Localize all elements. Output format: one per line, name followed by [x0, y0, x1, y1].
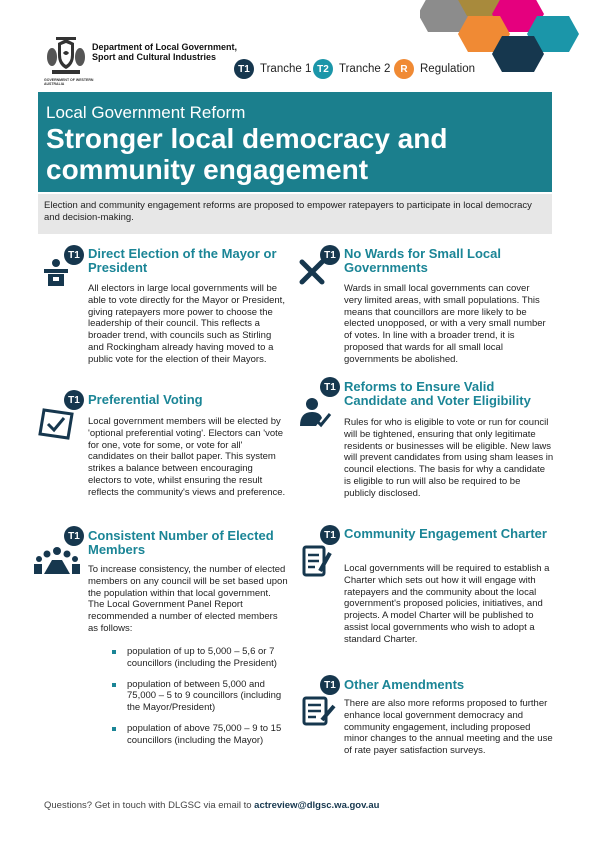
other-amendments-body: There are also more reforms proposed to further enhance local government democracy and community engagement, including proposed minor changes to the annual meeting and the use of rate payer satisfaction surveys.: [344, 698, 553, 757]
preferential-voting-heading: Preferential Voting: [88, 392, 203, 407]
valid-candidate-heading: Reforms to Ensure Valid Candidate and Voter Eligibility: [344, 379, 531, 408]
regulation-label: Regulation: [420, 63, 475, 75]
section-badge: T1: [320, 377, 340, 397]
section-badge: T1: [320, 525, 340, 545]
ballot-check-icon: [38, 406, 76, 442]
crest-caption: GOVERNMENT OF WESTERN AUSTRALIA: [44, 78, 94, 86]
elected-members-body: To increase consistency, the number of elected members on any council will be set based upon the population within that local government. The Local Government Panel Report recommended a number of elected members as follows:: [88, 564, 288, 634]
engagement-charter-heading: Community Engagement Charter: [344, 526, 547, 541]
wa-government-crest-icon: [44, 35, 88, 79]
tranche-2-label: Tranche 2: [339, 63, 391, 75]
person-check-icon: [298, 396, 332, 430]
section-badge: T1: [64, 526, 84, 546]
intro-text: Election and community engagement reforms are proposed to empower ratepayers to participate in local democracy and decision-making.: [38, 194, 552, 234]
council-group-icon: [34, 546, 80, 576]
tranche-1-label: Tranche 1: [260, 63, 312, 75]
legend-tranche-1: [234, 58, 311, 80]
section-badge: T1: [320, 245, 340, 265]
section-badge: T1: [64, 390, 84, 410]
list-item: population of above 75,000 – 9 to 15 councillors (including the Mayor): [100, 723, 288, 747]
no-wards-heading: No Wards for Small Local Governments: [344, 246, 501, 275]
tranche-2-badge: T2: [313, 59, 333, 79]
regulation-badge: R: [394, 59, 414, 79]
preferential-voting-body: Local government members will be elected by 'optional preferential voting'. Electors can 'vote for one, vote for some, or vote for all' candidates on their ballot paper. This system strikes a balance between encouraging electors to vote, whilst ensuring the result reflects the community's views and preference.: [88, 416, 286, 498]
page-title: Stronger local democracy and community engagement: [46, 123, 448, 185]
direct-election-heading: Direct Election of the Mayor or President: [88, 246, 277, 275]
valid-candidate-body: Rules for who is eligible to vote or run for council will be tightened, ensuring that only legitimate residents or businesses will be eligible. New laws will prevent candidates from using sham leases in council elections. The basis for why a candidate is eligible to run will also be required to be publicly disclosed.: [344, 417, 554, 499]
list-item: population of between 5,000 and 75,000 – 5 to 9 councillors (including the Mayor/President): [100, 679, 288, 714]
banner-subtitle: Local Government Reform: [46, 103, 246, 122]
podium-icon: [40, 256, 72, 288]
direct-election-body: All electors in large local governments will be able to vote directly for the Mayor or President, giving ratepayers more power to choose the leadership of their council. This reflects a broader trend, with councils such as Stirling and Rockingham already having moved to a public vote for the election of their Mayors.: [88, 283, 285, 365]
footer-text: Questions? Get in touch with DLGSC via email to: [44, 800, 255, 811]
footer-email-link[interactable]: actreview@dlgsc.wa.gov.au: [254, 800, 380, 811]
list-item: population of up to 5,000 – 5,6 or 7 councillors (including the President): [100, 646, 288, 670]
document-edit-icon: [302, 696, 336, 726]
no-wards-body: Wards in small local governments can cover very limited areas, with small populations. This means that councillors are more likely to be elected unopposed, or with a very small number of votes. In line with a broader trend, it is proposed that wards for all small local governments be abolished.: [344, 283, 546, 365]
legend-tranche-2: [313, 58, 390, 80]
document-pen-icon: [302, 545, 334, 579]
tranche-1-badge: T1: [234, 59, 254, 79]
elected-members-heading: Consistent Number of Elected Members: [88, 528, 274, 557]
other-amendments-heading: Other Amendments: [344, 677, 465, 692]
engagement-charter-body: Local governments will be required to establish a Charter which sets out how it will engage with ratepayers and the community about the local government's proposed policies, initiatives, and projects. A model Charter will be published to assist local governments who wish to adopt a standard Charter.: [344, 563, 550, 645]
department-name: Department of Local Government, Sport and Cultural Industries: [92, 42, 238, 62]
footer-contact: [44, 800, 379, 811]
cross-icon: [298, 258, 326, 286]
section-badge: T1: [320, 675, 340, 695]
elected-members-list: [100, 646, 288, 756]
decorative-hexagons-icon: [420, 0, 595, 78]
section-badge: T1: [64, 245, 84, 265]
